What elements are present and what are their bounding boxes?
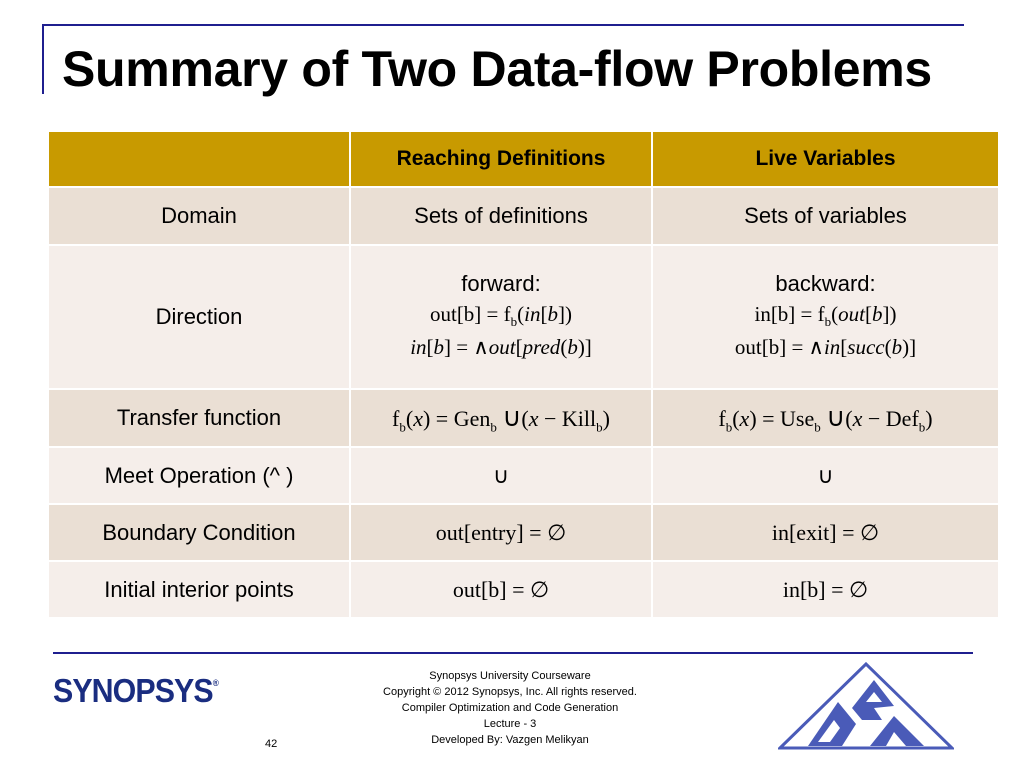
row-label-boundary-condition: Boundary Condition [48, 504, 350, 561]
initial-reaching: out[b] = ∅ [350, 561, 652, 618]
row-label-initial-interior-points: Initial interior points [48, 561, 350, 618]
meet-live: ∪ [652, 447, 999, 504]
synopsys-logo [53, 672, 218, 710]
footer-line-3: Compiler Optimization and Code Generation [401, 702, 619, 714]
row-label-direction: Direction [48, 245, 350, 389]
direction-reaching-eq1: $out[b] = f_b(in[b])$ [429, 302, 572, 330]
direction-reaching-head: forward: [461, 271, 541, 297]
row-transfer-function [48, 389, 999, 447]
footer-line-2: Copyright © 2012 Synopsys, Inc. All rights reserved. [383, 686, 637, 698]
summary-table [47, 130, 1000, 619]
page-number: 42 [265, 738, 278, 750]
boundary-reaching: out[entry] = ∅ [350, 504, 652, 561]
row-direction [48, 245, 999, 389]
row-label-transfer-function: Transfer function [48, 389, 350, 447]
initial-live: in[b] = ∅ [652, 561, 999, 618]
footer-divider [53, 652, 973, 654]
logo-text: SYNOPSYS [53, 672, 213, 709]
domain-reaching: Sets of definitions [350, 187, 652, 245]
transfer-reaching: $f_b(x) = Gen_b$ ∪(x − Kill$_b$) [350, 389, 652, 447]
row-label-meet-operation: Meet Operation (^ ) [48, 447, 350, 504]
footer-credits [330, 668, 690, 748]
direction-live-head: backward: [775, 271, 876, 297]
title-frame-top-line [42, 24, 964, 26]
slide-title: Summary of Two Data-flow Problems [62, 41, 932, 97]
row-initial-interior-points [48, 561, 999, 618]
logo-registered-mark: ® [212, 678, 218, 688]
meet-reaching: ∪ [350, 447, 652, 504]
title-frame-left-line [42, 24, 44, 94]
row-label-domain: Domain [48, 187, 350, 245]
transfer-live: $f_b(x) = Use_b$ ∪(x − Def$_b$) [652, 389, 999, 447]
row-meet-operation [48, 447, 999, 504]
direction-live [652, 245, 999, 389]
direction-reaching [350, 245, 652, 389]
courseware-emblem-icon [778, 662, 954, 750]
row-domain [48, 187, 999, 245]
direction-reaching-eq2: in[b] = ∧out[pred(b)] [410, 335, 592, 360]
footer-line-5: Developed By: Vazgen Melikyan [431, 734, 589, 746]
header-empty-cell [48, 131, 350, 187]
table-header-row [48, 131, 999, 187]
boundary-live: in[exit] = ∅ [652, 504, 999, 561]
footer-line-1: Synopsys University Courseware [429, 670, 591, 682]
footer-line-4: Lecture - 3 [483, 718, 537, 730]
header-reaching-definitions: Reaching Definitions [350, 131, 652, 187]
direction-live-eq2: out[b] = ∧in[succ(b)] [734, 335, 917, 360]
direction-live-eq1: $in[b] = f_b(out[b])$ [754, 302, 897, 330]
row-boundary-condition [48, 504, 999, 561]
header-live-variables: Live Variables [652, 131, 999, 187]
domain-live: Sets of variables [652, 187, 999, 245]
